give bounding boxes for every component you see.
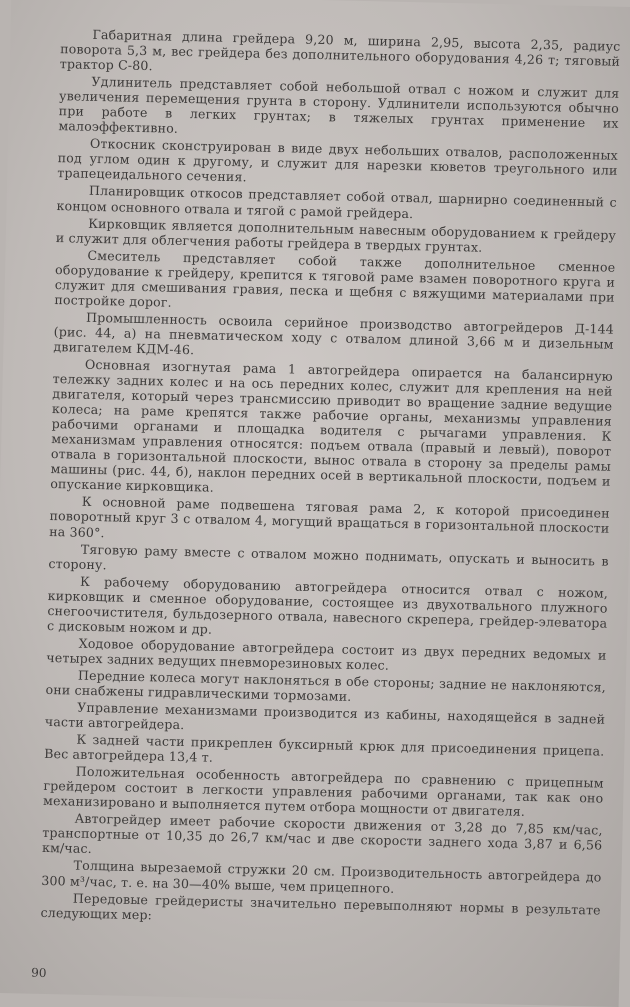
paragraph-working-equipment: К рабочему оборудованию автогрейдера относится отвал с ножом, кирковщик и сменное оборудование, состоящее из двухотвального плужного снегоочистителя, бульдозерного отвала, навесного скрепера, грейдер-элеватора с дисковым ножом и др. bbox=[46, 573, 609, 637]
paragraph-slope-planner: Планировщик откосов представляет собой отвал, шарнирно соединенный с концом основного отвала и тягой с рамой грейдера. bbox=[56, 183, 617, 221]
paragraph-scarifier: Кирковщик является дополнительным навесным оборудованием к грейдеру и служит для облегчения работы грейдера в твердых грунтах. bbox=[55, 215, 617, 255]
paragraph-front-wheels: Передние колеса могут наклоняться в обе стороны; задние не наклоняются, они снабжены гидравлическими тормозами. bbox=[45, 667, 607, 704]
paragraph-mixer: Смеситель представляет собой также дополнительное сменное оборудование к грейдеру, крепится к тяговой раме взамен поворотного круга и служит для смешивания гравия, песка и щебня с вяжущими материалами при постройке дорог. bbox=[54, 247, 616, 310]
page-number: 90 bbox=[31, 965, 47, 981]
paragraph-running-gear: Ходовое оборудование автогрейдера состоит из двух передних ведомых и четырех задних ведущих пневморезиновых колес. bbox=[46, 635, 607, 673]
paragraph-advantage: Положительная особенность автогрейдера по сравнению с прицепным грейдером состоит в легкости управления рабочими органами, так как оно механизировано и выполняется путем отбора мощности от двигателя. bbox=[42, 763, 604, 820]
paragraph-frame-lifting: Тяговую раму вместе с отвалом можно поднимать, опускать и выносить в сторону. bbox=[48, 541, 609, 572]
paragraph-grader-dimensions: Габаритная длина грейдера 9,20 м, ширина 2,95, высота 2,35, радиус поворота 5,3 м, вес грейдера без дополнительного оборудования 4,26 т; тяговый трактор С-80. bbox=[59, 26, 621, 74]
paragraph-slope-cutter: Откосник сконструирован в виде двух небольших отвалов, расположенных под углом один к другому, и служит для нарезки кюветов треугольного или трапецеидального сечения. bbox=[57, 136, 619, 185]
paragraph-productivity: Толщина вырезаемой стружки 20 см. Производительность автогрейдера до 300 м³/час, т. е. на 30—40% выше, чем прицепного. bbox=[41, 858, 602, 896]
paragraph-cab-control: Управление механизмами производится из кабины, находящейся в задней части автогрейдера. bbox=[44, 699, 606, 733]
paragraph-leading-operators: Передовые грейдеристы значительно перевыполняют нормы в результате следующих мер: bbox=[40, 890, 601, 923]
paragraph-main-frame: Основная изогнутая рама 1 автогрейдера опирается на балансирную тележку задних колес и на ось передних колес, служит для крепления на ней двигателя, который через трансмиссию приводит во вращение задние ведущие колеса; на раме крепятся также рабочие органы, механизмы управления рабочими органами и площадка водителя с рычагами управления. К механизмам управления относятся: подъем отвала (правый и левый), поворот отвала в горизонтальной плоскости, вынос отвала в сторону за пределы рамы машины (рис. 44, б), наклон передних осей в вертикальной плоскости, подъем и опускание кирковщика. bbox=[50, 356, 614, 496]
paragraph-draw-frame: К основной раме подвешена тяговая рама 2, к которой присоединен поворотный круг 3 с отвалом 4, могущий вращаться в горизонтальной плоскости на 360°. bbox=[49, 494, 610, 540]
paragraph-motor-grader-production: Промышленность освоила серийное производство автогрейдеров Д-144 (рис. 44, а) на пневматическом ходу с отвалом длиной 3,66 м и дизельным двигателем КДМ-46. bbox=[53, 309, 615, 358]
paragraph-extender: Удлинитель представляет собой небольшой отвал с ножом и служит для увеличения перемещения грунта в сторону. Удлинители используются обычно при работе в легких грунтах; в тяжелых грунтах применение их малоэффективно. bbox=[58, 73, 620, 137]
body-text bbox=[40, 26, 620, 934]
paragraph-tow-hook: К задней части прикреплен буксирный крюк для присоединения прицепа. Вес автогрейдера 13,4 т. bbox=[44, 731, 605, 765]
paragraph-speeds: Автогрейдер имеет рабочие скорости движения от 3,28 до 7,85 км/час, транспортные от 10,35 до 26,7 км/час и две скорости заднего хода 3,87 и 6,56 км/час. bbox=[41, 810, 603, 857]
